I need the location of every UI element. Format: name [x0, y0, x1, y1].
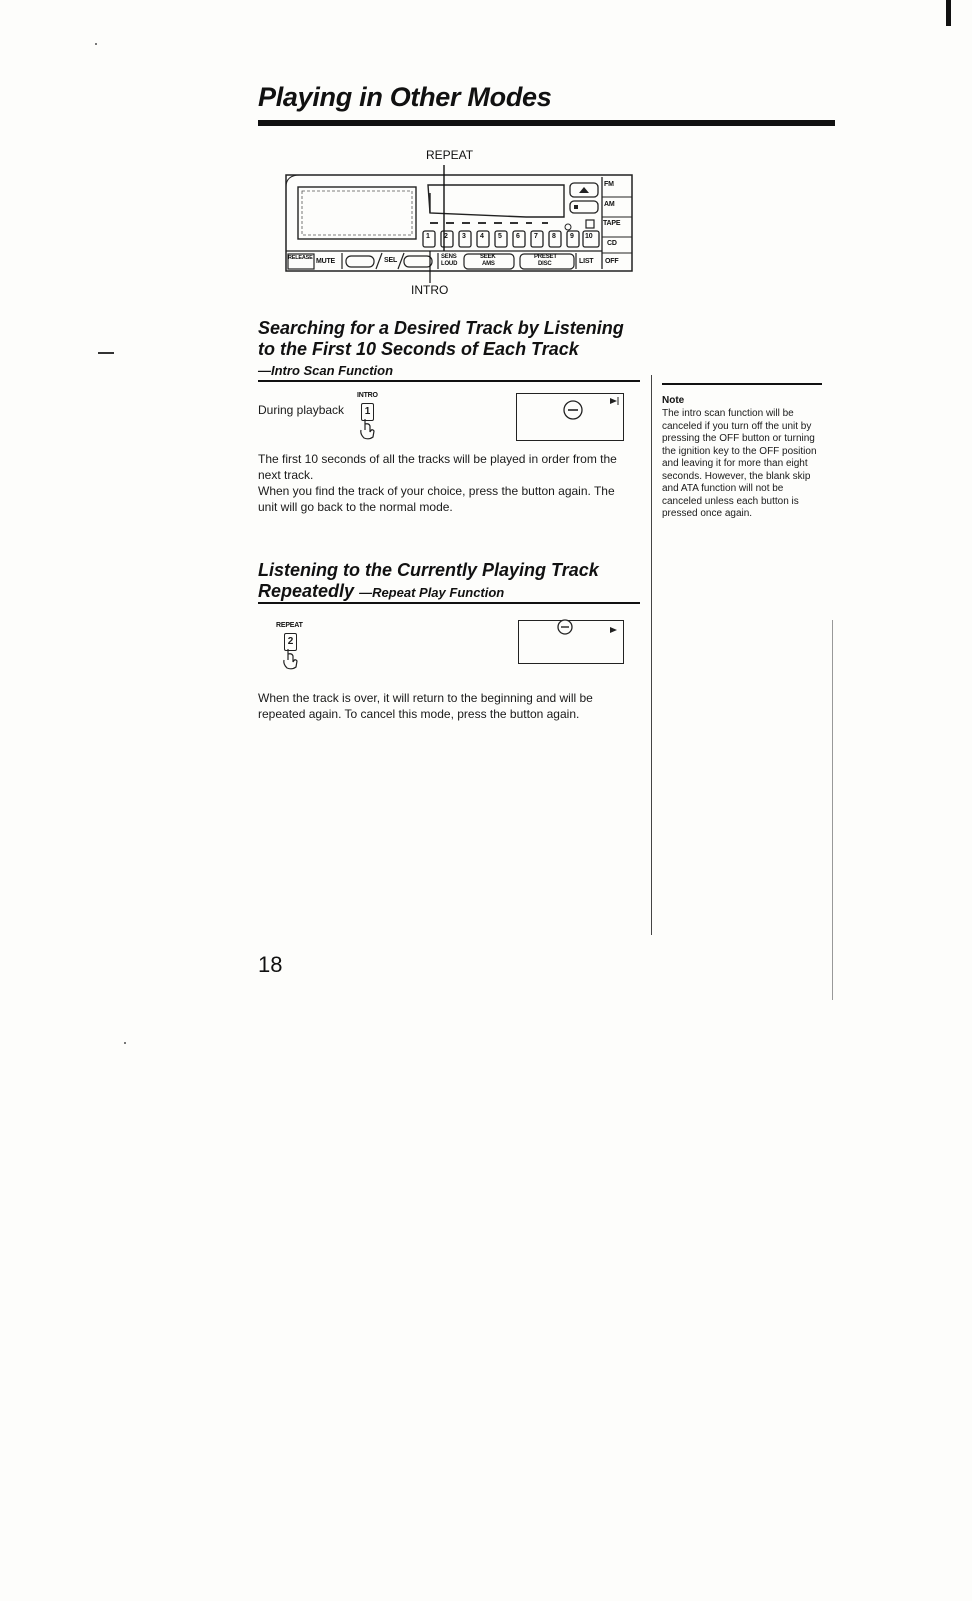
- mute-button: MUTE: [316, 258, 336, 265]
- note-text: The intro scan function will be canceled if you turn off the unit by pressing the OFF button or turning the ignition key to the OFF position and leaving it for more than eight seconds. However, the blank skip and ATA function will not be canceled unless each button is pressed once again.: [662, 408, 817, 519]
- disc-label: DISC: [538, 261, 552, 267]
- sel-button: SEL: [384, 257, 398, 264]
- note-title: Note: [662, 395, 685, 406]
- section1-rule: [258, 380, 640, 382]
- sens-button: SENS: [441, 254, 457, 260]
- speck: [95, 43, 97, 45]
- number-button-10: 10: [585, 233, 593, 240]
- during-playback-label: During playback: [258, 403, 345, 417]
- finger-press-icon: [280, 648, 302, 672]
- section2-rule: [258, 602, 640, 604]
- front-panel-diagram: [280, 145, 640, 295]
- am-button: AM: [604, 201, 615, 208]
- intro-button-number: 1: [361, 403, 374, 421]
- section2-subtitle: —Repeat Play Function: [359, 585, 505, 600]
- play-indicator-icon: [609, 396, 619, 406]
- page-number: 18: [258, 952, 283, 977]
- margin-mark: [98, 352, 114, 354]
- front-panel-illustration: [280, 165, 640, 283]
- intro-button-label: INTRO: [357, 392, 378, 399]
- ams-label: AMS: [482, 261, 495, 267]
- column-divider: [651, 375, 652, 935]
- number-button-9: 9: [570, 233, 574, 240]
- title-rule: [258, 120, 835, 126]
- number-button-6: 6: [516, 233, 520, 240]
- number-button-2: 2: [444, 233, 448, 240]
- section1-subtitle: —Intro Scan Function: [258, 363, 394, 378]
- number-button-8: 8: [552, 233, 556, 240]
- off-button: OFF: [605, 258, 619, 265]
- play-indicator-icon: [609, 625, 619, 635]
- preset-button: PRESET: [534, 254, 557, 260]
- intro-indicator-icon: [561, 398, 585, 422]
- repeat-button-label: REPEAT: [276, 622, 303, 629]
- section2-heading-line1: Listening to the Currently Playing Track: [258, 560, 599, 580]
- fm-button: FM: [604, 181, 614, 188]
- intro-callout: INTRO: [411, 283, 449, 297]
- edge-mark: [946, 0, 951, 26]
- intro-button-press: [345, 392, 381, 444]
- release-button: RELEASE: [288, 255, 313, 261]
- finger-press-icon: [357, 418, 379, 440]
- section1-paragraph-2: When you find the track of your choice, press the button again. The unit will go back to the normal mode.: [258, 484, 615, 514]
- speck: [124, 1042, 126, 1044]
- loud-label: LOUD: [441, 261, 458, 267]
- repeat-callout: REPEAT: [426, 148, 474, 162]
- list-button: LIST: [579, 258, 594, 265]
- repeat-button-number: 2: [284, 633, 297, 651]
- seek-button: SEEK: [480, 254, 496, 260]
- number-button-labels: [423, 233, 603, 247]
- repeat-button-press: [276, 622, 312, 676]
- section2-heading-line2-wrap: [258, 581, 640, 603]
- repeat-indicator-icon: [555, 617, 575, 637]
- section1-body: [258, 451, 630, 515]
- section2-heading-line2: Repeatedly: [258, 581, 355, 601]
- section1-paragraph-1: The first 10 seconds of all the tracks will be played in order from the next track.: [258, 452, 617, 482]
- cd-button: CD: [607, 240, 617, 247]
- section2-body: When the track is over, it will return to the beginning and will be repeated again. To cancel this mode, press the button again.: [258, 691, 593, 721]
- number-button-1: 1: [426, 233, 430, 240]
- repeat-display-indicator: [518, 620, 624, 664]
- number-button-5: 5: [498, 233, 502, 240]
- page-title: Playing in Other Modes: [258, 82, 552, 112]
- section1-heading: [258, 318, 638, 360]
- intro-display-indicator: [516, 393, 624, 441]
- number-button-7: 7: [534, 233, 538, 240]
- section1-heading-line1: Searching for a Desired Track by Listening: [258, 318, 624, 338]
- tape-button: TAPE: [603, 220, 621, 227]
- section1-heading-line2: to the First 10 Seconds of Each Track: [258, 339, 579, 359]
- note-rule: [662, 383, 822, 385]
- number-button-4: 4: [480, 233, 484, 240]
- margin-line: [832, 620, 833, 1000]
- number-button-3: 3: [462, 233, 466, 240]
- section2-heading: [258, 560, 640, 603]
